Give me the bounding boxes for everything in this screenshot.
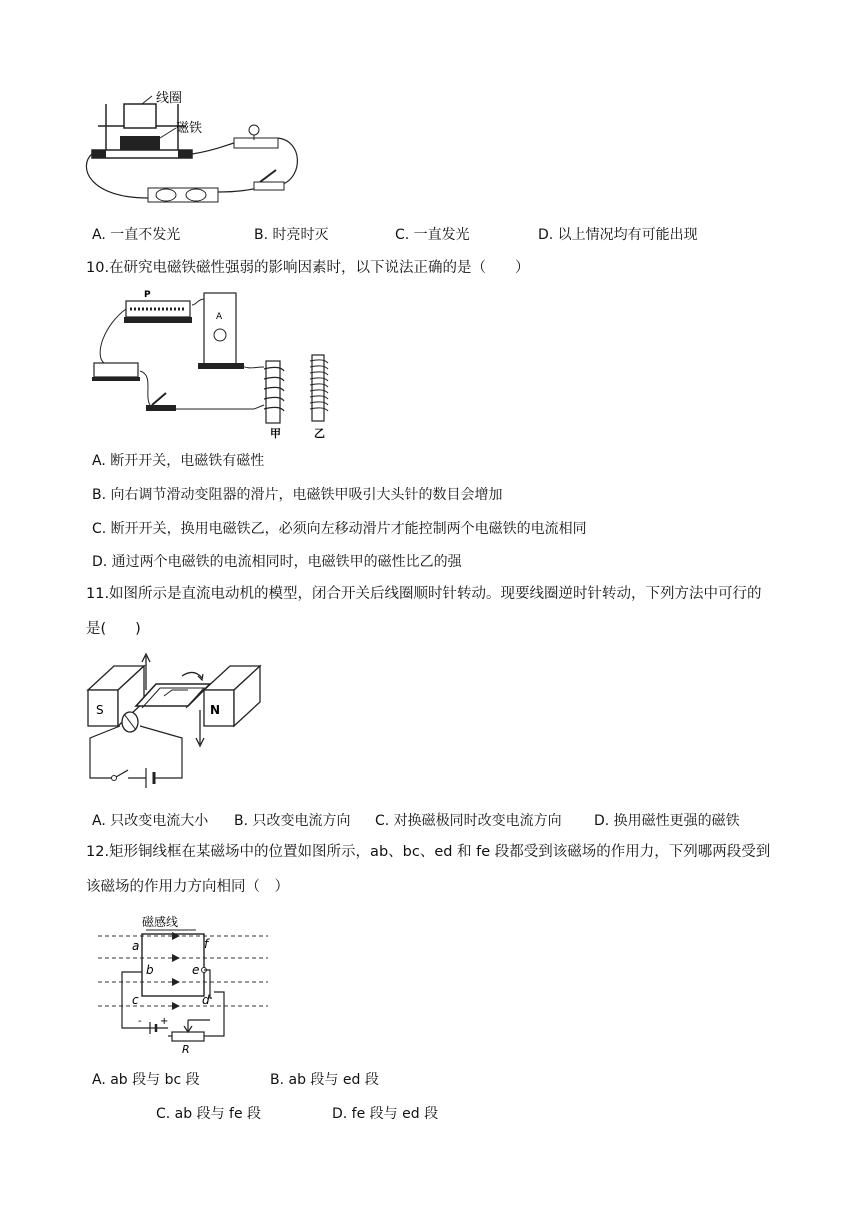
q12-option-c: C. ab 段与 fe 段: [156, 1106, 262, 1122]
battery-minus-label: -: [138, 1016, 142, 1027]
point-d-label: d: [202, 993, 210, 1007]
figure-electromagnet: [84, 285, 344, 440]
q10-option-a: A. 断开开关，电磁铁有磁性: [92, 453, 265, 469]
point-f-label: f: [204, 937, 209, 951]
figure-coil-magnet: [78, 86, 308, 208]
q10-stem: 10.在研究电磁铁磁性强弱的影响因素时，以下说法正确的是（ ）: [86, 260, 530, 276]
q10-option-b: B. 向右调节滑动变阻器的滑片，电磁铁甲吸引大头针的数目会增加: [92, 487, 503, 503]
figure-dc-motor: [84, 650, 274, 800]
coil-label: 线圈: [156, 91, 183, 106]
magnet-s-label: S: [96, 703, 104, 717]
electromagnet-jia-label: 甲: [270, 427, 281, 440]
point-e-label: e: [192, 963, 200, 977]
point-b-label: b: [146, 963, 154, 977]
q11-option-c: C. 对换磁极同时改变电流方向: [375, 813, 562, 829]
q9-option-b: B. 时亮时灭: [254, 227, 329, 243]
q11-option-b: B. 只改变电流方向: [234, 813, 351, 829]
q12-stem-line2: 该磁场的作用力方向相同（ ）: [86, 879, 289, 895]
q9-option-c: C. 一直发光: [395, 227, 470, 243]
q12-stem-line1: 12.矩形铜线框在某磁场中的位置如图所示，ab、bc、ed 和 fe 段都受到该磁场的作用力，下列哪两段受到: [86, 844, 771, 860]
point-c-label: c: [132, 993, 139, 1007]
q12-option-b: B. ab 段与 ed 段: [270, 1072, 379, 1088]
ammeter-a-label: A: [216, 312, 223, 322]
figure-wire-frame: [98, 912, 270, 1054]
magnet-label: 磁铁: [176, 121, 203, 136]
rheostat-r-label: R: [182, 1043, 190, 1056]
q11-stem-line1: 11.如图所示是直流电动机的模型，闭合开关后线圈顺时针转动。现要线圈逆时针转动，下列方法中可行的: [86, 586, 762, 602]
point-a-label: a: [132, 939, 140, 953]
field-lines-label: 磁感线: [142, 915, 179, 929]
q10-option-d: D. 通过两个电磁铁的电流相同时，电磁铁甲的磁性比乙的强: [92, 554, 462, 570]
q9-option-d: D. 以上情况均有可能出现: [538, 227, 698, 243]
magnet-n-label: N: [210, 703, 221, 717]
rheostat-p-label: P: [144, 290, 151, 300]
q11-option-d: D. 换用磁性更强的磁铁: [594, 813, 740, 829]
battery-plus-label: +: [160, 1016, 169, 1027]
electromagnet-yi-label: 乙: [314, 427, 325, 440]
q11-option-a: A. 只改变电流大小: [92, 813, 209, 829]
q9-option-a: A. 一直不发光: [92, 227, 181, 243]
q12-option-a: A. ab 段与 bc 段: [92, 1072, 200, 1088]
q10-option-c: C. 断开开关，换用电磁铁乙，必须向左移动滑片才能控制两个电磁铁的电流相同: [92, 521, 587, 537]
q12-option-d: D. fe 段与 ed 段: [332, 1106, 439, 1122]
q11-stem-line2: 是( ): [86, 621, 141, 637]
